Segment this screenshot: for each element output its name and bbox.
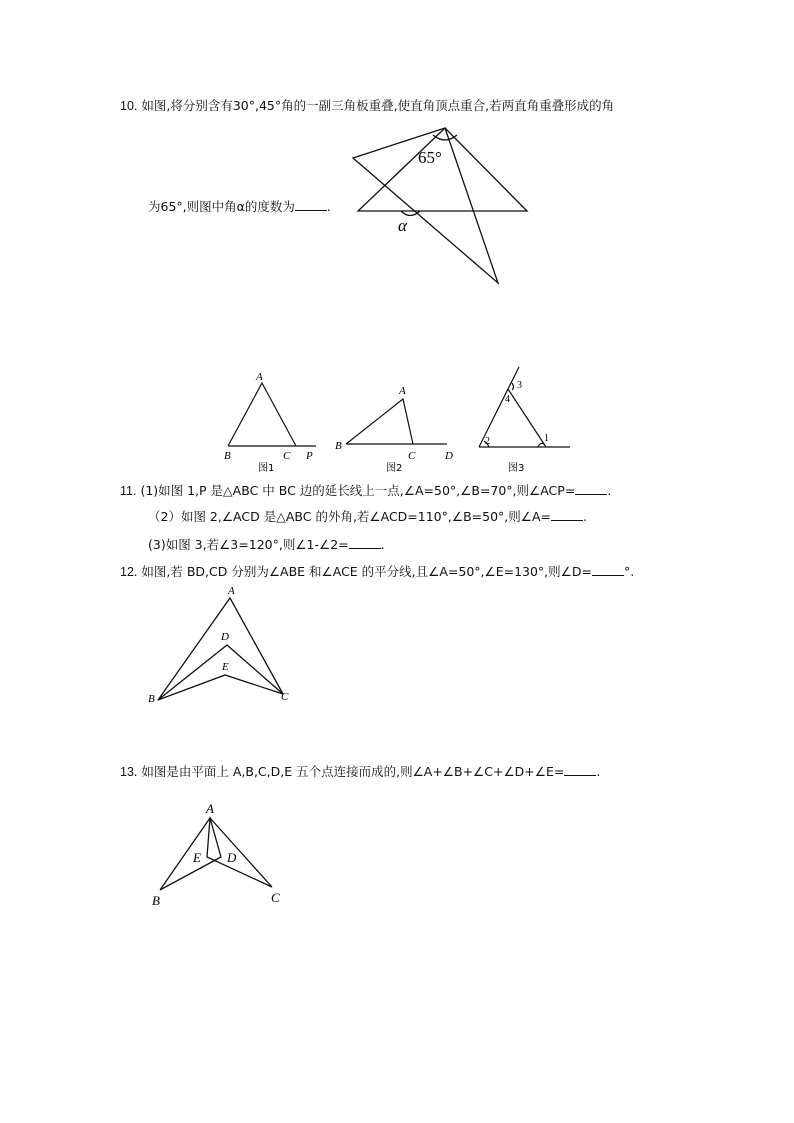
q13-label-e: E — [193, 850, 201, 865]
q12-answer-blank[interactable] — [592, 563, 624, 576]
q12-label-e: E — [222, 661, 229, 673]
q11-fig1 — [228, 383, 316, 446]
q11-part3-end: . — [380, 537, 385, 552]
q10-label-alpha: α — [398, 216, 407, 235]
fig1-label-a: A — [256, 371, 263, 383]
q10-angle-alpha-arc — [401, 211, 420, 216]
q11-part2-text: （2）如图 2,∠ACD 是△ABC 的外角,若∠ACD=110°,∠B=50°,则∠A= — [148, 509, 551, 524]
q12-label-c: C — [281, 691, 289, 703]
fig3-label-3: 3 — [517, 380, 522, 391]
fig3-right-side — [508, 389, 546, 447]
q13-label-d: D — [227, 850, 237, 865]
q11-number: 11. — [120, 484, 137, 498]
fig3-caption: 图3 — [508, 463, 525, 474]
fig3-left-line — [479, 367, 519, 447]
fig2-sides — [346, 399, 413, 444]
q11-part1-blank[interactable] — [575, 482, 607, 495]
q10-number: 10. — [120, 99, 138, 113]
q11-part2-end: . — [582, 509, 587, 524]
q12-figure — [158, 598, 283, 700]
fig3-arc-3 — [512, 383, 514, 390]
fig2-label-d: D — [445, 450, 453, 462]
q12-label-a: A — [228, 585, 235, 597]
q12-label-d: D — [221, 631, 229, 643]
q11-part3 — [148, 536, 385, 553]
q12-text: 如图,若 BD,CD 分别为∠ABE 和∠ACE 的平分线,且∠A=50°,∠E=130°,则∠D= — [141, 564, 592, 579]
q13-end: . — [596, 764, 601, 779]
q11-part2-blank[interactable] — [551, 508, 583, 521]
q10-end: . — [326, 199, 331, 214]
fig3-label-2: 2 — [485, 436, 490, 447]
fig1-sides — [228, 383, 296, 446]
fig1-label-b: B — [224, 450, 231, 462]
q11-part3-blank[interactable] — [349, 536, 381, 549]
q13-text: 如图是由平面上 A,B,C,D,E 五个点连接而成的,则∠A+∠B+∠C+∠D+∠E= — [141, 764, 565, 779]
q11-fig2 — [346, 399, 447, 444]
fig3-label-4: 4 — [505, 394, 510, 405]
q10-label-65: 65° — [418, 148, 442, 167]
q13-line — [120, 763, 600, 780]
fig2-label-b: B — [335, 440, 342, 452]
fig3-label-1: 1 — [544, 433, 549, 444]
fig2-label-a: A — [399, 385, 406, 397]
q13-triangle-ace — [207, 818, 272, 887]
q13-figure — [160, 818, 272, 890]
q11-part1-text: (1)如图 1,P 是△ABC 中 BC 边的延长线上一点,∠A=50°,∠B=70°,则∠ACP= — [140, 483, 576, 498]
q11-part3-text: (3)如图 3,若∠3=120°,则∠1-∠2= — [148, 537, 349, 552]
q13-label-c: C — [271, 890, 280, 905]
q13-label-b: B — [152, 893, 160, 908]
q12-label-b: B — [148, 693, 155, 705]
fig1-label-p: P — [306, 450, 313, 462]
q13-answer-blank[interactable] — [564, 763, 596, 776]
q12-line — [120, 563, 634, 580]
q12-end: °. — [623, 564, 635, 579]
fig1-caption: 图1 — [258, 463, 275, 474]
q11-part1-end: . — [607, 483, 612, 498]
fig2-caption: 图2 — [386, 463, 403, 474]
q13-triangle-abd — [160, 818, 221, 890]
q11-fig3 — [479, 367, 570, 447]
q12-number: 12. — [120, 565, 138, 579]
q13-label-a: A — [206, 801, 214, 816]
q10-text-2: 为65°,则图中角α的度数为 — [148, 199, 295, 214]
q13-number: 13. — [120, 765, 138, 779]
q11-part1 — [120, 482, 611, 499]
fig1-label-c: C — [283, 450, 291, 462]
fig2-label-c: C — [408, 450, 416, 462]
q12-e-lines — [158, 675, 283, 700]
q10-text: 如图,将分别含有30°,45°角的一副三角板重叠,使直角顶点重合,若两直角重叠形成的角 — [141, 98, 615, 113]
q11-part2 — [148, 508, 587, 525]
